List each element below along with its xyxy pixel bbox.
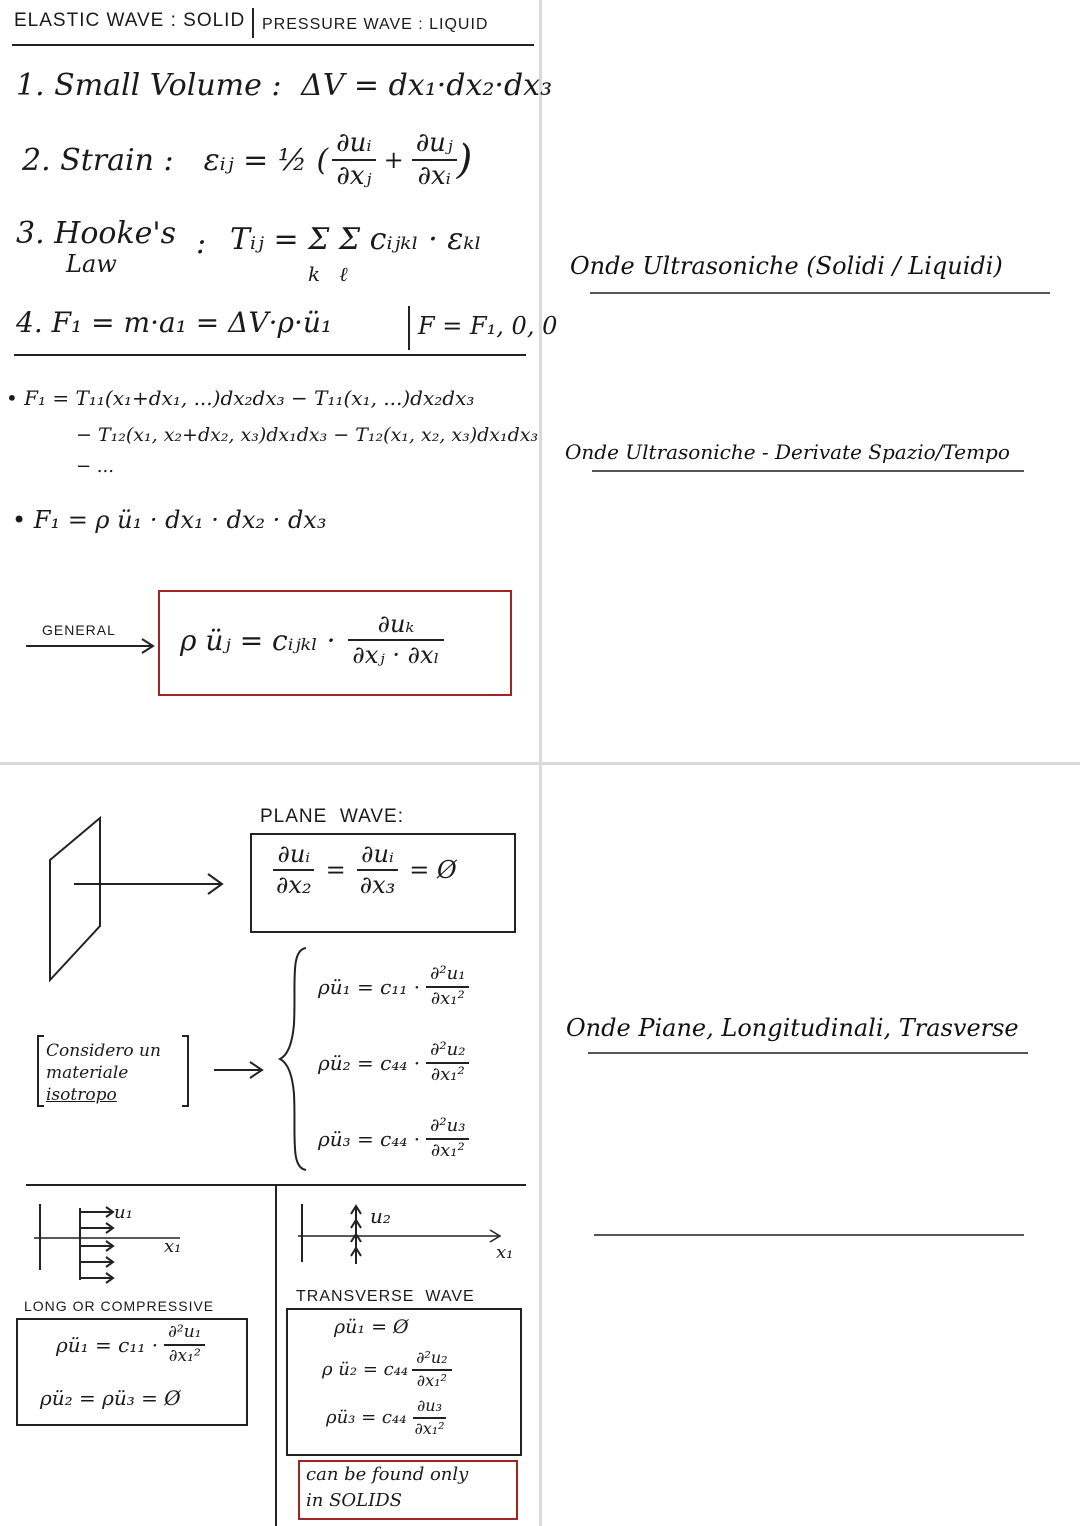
plane-wave-diagram [40, 810, 240, 990]
step-3-hooke-label: 3. Hooke's [16, 216, 177, 251]
trans-eq-frac [410, 1398, 448, 1438]
step-4-force-vector: F = F₁, 0, 0 [418, 312, 558, 340]
close-paren: ) [456, 137, 473, 184]
step-4-separator [408, 306, 410, 350]
system-row-3 [318, 1104, 469, 1174]
plane-wave-title: PLANE WAVE: [260, 806, 404, 827]
steps-rule [14, 354, 526, 356]
general-equation [180, 612, 444, 668]
step-3-colon: : [196, 226, 207, 261]
step-2-strain [22, 130, 472, 191]
long-eq-lhs: ρü₁ = c₁₁ · [56, 1332, 159, 1357]
system-frac [426, 1041, 469, 1085]
plus-sign: + [383, 146, 404, 175]
transverse-diagram [294, 1198, 524, 1268]
force-line-3: − ... [76, 456, 114, 477]
plane-frac-2 [356, 842, 400, 898]
long-wave-eq-2: ρü₂ = ρü₃ = Ø [40, 1386, 181, 1410]
frac-numerator: ∂²u₂ [412, 1350, 451, 1371]
frac-numerator: ∂uᵢ [273, 842, 314, 871]
system-lhs: ρü₃ = c₄₄ · [318, 1127, 421, 1151]
step-3-equation: Tᵢⱼ = Σ Σ cᵢⱼₖₗ · εₖₗ [230, 222, 482, 257]
title-ultrasonic-waves: Onde Ultrasoniche (Solidi / Liquidi) [570, 252, 1003, 280]
trans-u-label: u₂ [370, 1204, 391, 1228]
empty-title-underline [594, 1234, 1024, 1236]
long-x-label: x₁ [164, 1236, 182, 1257]
isotropic-note [46, 1040, 161, 1106]
plane-wave-condition [272, 842, 457, 898]
force-line-2: − T₁₂(x₁, x₂+dx₂, x₃)dx₁dx₃ − T₁₂(x₁, x₂, x₃)dx₁dx₃ [76, 424, 539, 446]
trans-eq-2 [322, 1350, 452, 1390]
trans-eq-frac [412, 1350, 451, 1390]
header-elastic-wave: ELASTIC WAVE : SOLID [14, 10, 246, 31]
frac-denominator: ∂xⱼ · ∂xₗ [352, 641, 440, 670]
step-2-frac-1 [332, 130, 375, 191]
trans-eq-3 [326, 1398, 449, 1438]
general-label: GENERAL [42, 622, 116, 638]
frac-denominator: ∂x₁² [430, 988, 465, 1009]
wave-equation-system [318, 952, 469, 1174]
frac-numerator: ∂²u₁ [426, 965, 469, 988]
frac-denominator: ∂x₁² [430, 1064, 465, 1085]
frac-denominator: ∂x₁² [430, 1140, 465, 1161]
trans-eq-lhs: ρü₃ = c₄₄ [326, 1407, 407, 1429]
step-3-law-label: Law [66, 250, 117, 278]
step-2-frac-2 [412, 130, 457, 191]
trans-eq-lhs: ρ ü₂ = c₄₄ [322, 1359, 409, 1381]
step-1-equation: ΔV = dx₁·dx₂·dx₃ [301, 68, 553, 103]
frac-numerator: ∂²u₃ [426, 1117, 469, 1140]
system-frac [426, 1117, 469, 1161]
general-arrow-icon [24, 636, 158, 656]
title-3-underline [588, 1052, 1028, 1054]
long-eq-frac [164, 1324, 205, 1366]
transverse-wave-title: TRANSVERSE WAVE [296, 1288, 475, 1305]
frac-denominator: ∂x₁² [414, 1418, 445, 1438]
frac-numerator: ∂²u₂ [426, 1041, 469, 1064]
trans-eq-1: ρü₁ = Ø [334, 1316, 409, 1338]
step-1-label: 1. Small Volume : [16, 68, 282, 103]
frac-denominator: ∂x₁² [416, 1370, 447, 1390]
step-4-newton: 4. F₁ = m·a₁ = ΔV·ρ·ü₁ [16, 306, 333, 339]
title-plane-long-trans-waves: Onde Piane, Longitudinali, Trasverse [566, 1014, 1019, 1042]
general-frac [348, 612, 445, 668]
trans-x-label: x₁ [496, 1242, 514, 1263]
frac-denominator: ∂x₃ [359, 871, 396, 900]
isotropic-line-3: isotropo [46, 1085, 117, 1105]
system-lhs: ρü₁ = c₁₁ · [318, 975, 421, 999]
header-rule [12, 44, 534, 46]
system-row-2 [318, 1022, 469, 1104]
header-separator [252, 8, 254, 38]
solids-note-line-2: in SOLIDS [306, 1490, 402, 1511]
frac-numerator: ∂u₃ [413, 1398, 446, 1419]
general-lhs: ρ üⱼ = cᵢⱼₖₗ · [180, 623, 336, 657]
lower-section-divider [275, 1186, 277, 1526]
equals-zero: = Ø [409, 856, 457, 885]
frac-denominator: ∂x₂ [276, 871, 312, 900]
system-row-1 [318, 952, 469, 1022]
step-2-label: 2. Strain : [22, 142, 174, 178]
system-brace-icon [276, 944, 312, 1174]
step-2-lhs: εᵢⱼ = ½ ( [203, 142, 329, 178]
title-space-time-derivatives: Onde Ultrasoniche - Derivate Spazio/Tempo [565, 440, 1010, 464]
step-1-small-volume [16, 68, 552, 103]
solids-note-line-1: can be found only [306, 1464, 469, 1485]
isotropic-line-1: Considero un [46, 1041, 161, 1061]
frac-denominator: ∂xᵢ [417, 161, 451, 192]
equals-sign: = [325, 856, 346, 885]
solids-only-note [306, 1462, 468, 1514]
frac-numerator: ∂uᵢ [357, 842, 398, 871]
system-frac [426, 965, 469, 1009]
isotropic-line-2: materiale [46, 1063, 129, 1083]
long-u-label: u₁ [114, 1202, 133, 1223]
frac-denominator: ∂x₁² [168, 1345, 201, 1366]
frac-numerator: ∂uⱼ [412, 130, 457, 161]
title-1-underline [590, 292, 1050, 294]
force-line-4: • F₁ = ρ ü₁ · dx₁ · dx₂ · dx₃ [12, 506, 327, 534]
horizontal-divider [0, 762, 1080, 765]
frac-denominator: ∂xⱼ [336, 161, 372, 192]
plane-frac-1 [272, 842, 316, 898]
system-lhs: ρü₂ = c₄₄ · [318, 1051, 421, 1075]
frac-numerator: ∂uₖ [348, 612, 445, 641]
frac-numerator: ∂uᵢ [332, 130, 375, 161]
long-wave-title: LONG OR COMPRESSIVE [24, 1298, 215, 1314]
frac-numerator: ∂²u₁ [164, 1324, 205, 1346]
title-2-underline [592, 470, 1024, 472]
force-line-1: • F₁ = T₁₁(x₁+dx₁, ...)dx₂dx₃ − T₁₁(x₁, ...)dx₂dx₃ [6, 386, 475, 410]
step-3-sum-indices: k ℓ [308, 262, 348, 286]
long-wave-eq-1 [56, 1324, 205, 1366]
isotropic-arrow-icon [212, 1058, 268, 1082]
header-pressure-wave: PRESSURE WAVE : LIQUID [262, 16, 489, 33]
